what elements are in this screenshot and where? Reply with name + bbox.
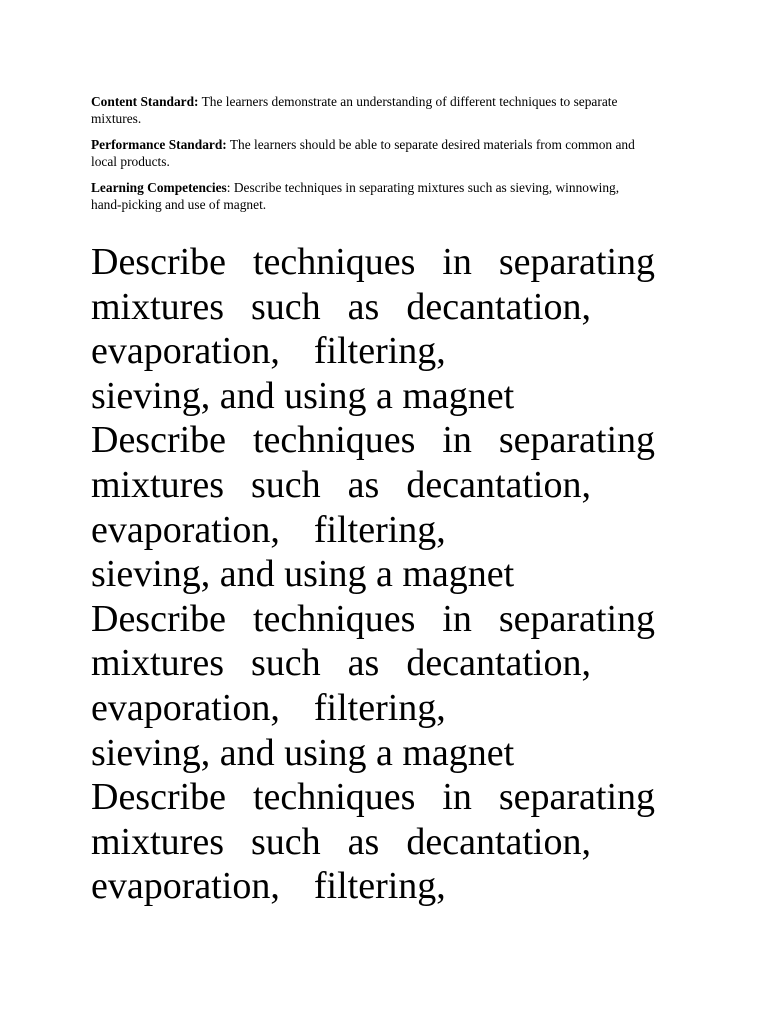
paragraph-line: sieving, and using a magnet <box>91 374 515 417</box>
paragraph-line <box>91 775 655 820</box>
word: separating <box>498 597 655 640</box>
word: filtering, <box>313 508 446 551</box>
word: such <box>251 285 321 328</box>
word: evaporation, <box>91 508 280 551</box>
paragraph-line: sieving, and using a magnet <box>91 731 515 774</box>
content-standard-label: Content Standard: <box>91 94 199 109</box>
word: separating <box>498 419 655 462</box>
word: evaporation, <box>91 330 280 373</box>
word: such <box>251 642 321 685</box>
paragraph-line <box>91 597 655 642</box>
performance-standard-label: Performance Standard: <box>91 137 227 152</box>
word: separating <box>498 241 655 283</box>
word: in <box>442 597 472 640</box>
word: Describe <box>91 241 227 283</box>
performance-standard <box>91 136 651 170</box>
performance-standard-text: The learners should be able to separate desired materials from common and local products. <box>91 137 635 169</box>
paragraph-line <box>91 418 655 463</box>
word: separating <box>498 776 655 819</box>
word: as <box>347 642 380 685</box>
word: as <box>347 820 380 863</box>
standards-section <box>91 93 651 222</box>
word: in <box>442 419 472 462</box>
paragraph-line <box>91 641 591 686</box>
content-standard-text: The learners demonstrate an understanding of different techniques to separate mixtures. <box>91 94 618 126</box>
word: techniques <box>252 597 416 640</box>
word: techniques <box>252 419 416 462</box>
word: mixtures <box>91 285 224 328</box>
word: decantation, <box>406 820 591 863</box>
word: decantation, <box>406 642 591 685</box>
word: evaporation, <box>91 865 280 908</box>
word: filtering, <box>313 865 446 908</box>
word: mixtures <box>91 463 224 506</box>
word: such <box>251 463 321 506</box>
word: filtering, <box>313 686 446 729</box>
learning-competencies-text: : Describe techniques in separating mixtures such as sieving, winnowing, hand-picking and use of magnet. <box>91 180 620 212</box>
paragraph-line <box>91 463 591 508</box>
word: techniques <box>252 776 416 819</box>
word: Describe <box>91 597 227 640</box>
word: filtering, <box>313 330 446 373</box>
word: mixtures <box>91 820 224 863</box>
paragraph-line <box>91 508 655 553</box>
word: techniques <box>252 241 416 283</box>
paragraph-line <box>91 240 655 285</box>
paragraph-line <box>91 686 655 731</box>
repeated-competency-text <box>91 240 655 909</box>
content-standard <box>91 93 651 127</box>
paragraph-line <box>91 285 591 330</box>
word: such <box>251 820 321 863</box>
paragraph-line <box>91 864 655 909</box>
word: decantation, <box>406 285 591 328</box>
paragraph-line: sieving, and using a magnet <box>91 553 515 596</box>
word: Describe <box>91 419 227 462</box>
word: as <box>347 463 380 506</box>
word: in <box>442 241 472 283</box>
learning-competencies <box>91 179 651 213</box>
paragraph-line <box>91 820 591 865</box>
word: mixtures <box>91 642 224 685</box>
learning-competencies-label: Learning Competencies <box>91 180 227 195</box>
word: evaporation, <box>91 686 280 729</box>
word: decantation, <box>406 463 591 506</box>
word: Describe <box>91 776 227 819</box>
paragraph-line <box>91 329 655 374</box>
word: in <box>442 776 472 819</box>
word: as <box>347 285 380 328</box>
